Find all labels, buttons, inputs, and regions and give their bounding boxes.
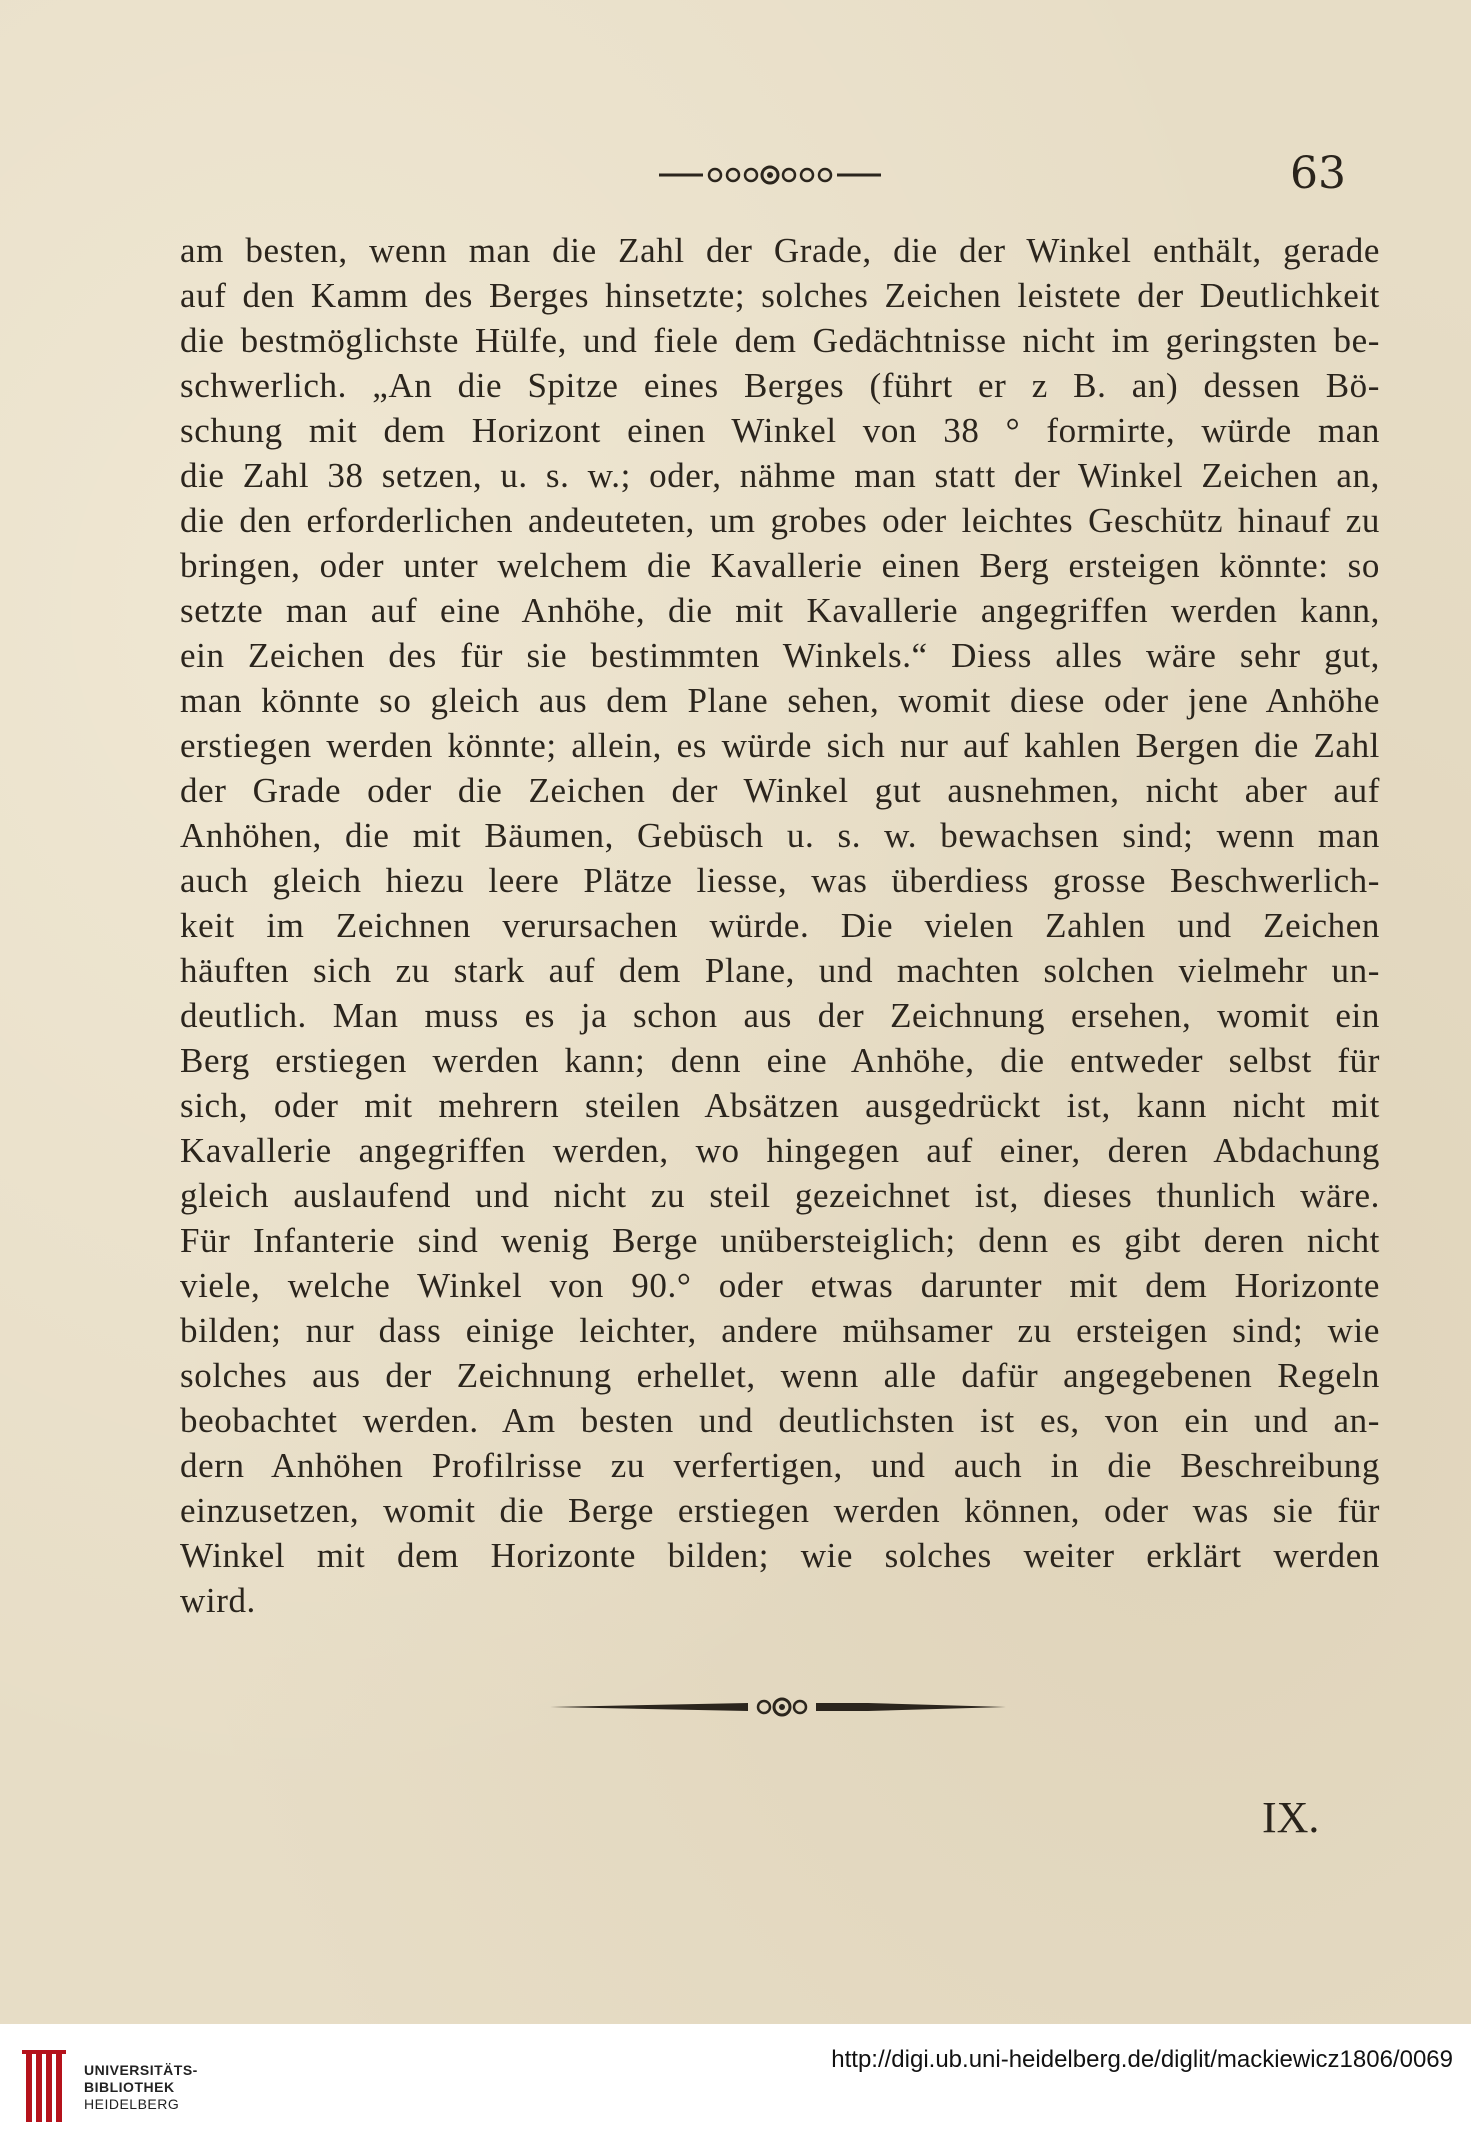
- library-name-line: BIBLIOTHEK: [84, 2079, 175, 2095]
- text-line: setzte man auf eine Anhöhe, die mit Kavallerie angegriffen werden kann,: [180, 591, 1380, 630]
- text-line: sich, oder mit mehrern steilen Absätzen ausgedrückt ist, kann nicht mit: [180, 1086, 1380, 1125]
- text-line: Berg erstiegen werden kann; denn eine Anhöhe, die entweder selbst für: [180, 1041, 1380, 1080]
- text-line: gleich auslaufend und nicht zu steil gezeichnet ist, dieses thunlich wäre.: [180, 1176, 1380, 1215]
- library-name-line: HEIDELBERG: [84, 2096, 180, 2112]
- text-line: wird.: [180, 1581, 256, 1620]
- text-line: bringen, oder unter welchem die Kavallerie einen Berg ersteigen könnte: so: [180, 546, 1380, 585]
- text-line: auch gleich hiezu leere Plätze liesse, was überdiess grosse Beschwerlich-: [180, 861, 1380, 900]
- text-line: am besten, wenn man die Zahl der Grade, die der Winkel enthält, gerade: [180, 231, 1380, 270]
- text-line: bilden; nur dass einige leichter, andere mühsamer zu ersteigen sind; wie: [180, 1311, 1380, 1350]
- text-line: dern Anhöhen Profilrisse zu verfertigen, und auch in die Beschreibung: [180, 1446, 1380, 1485]
- text-line: viele, welche Winkel von 90.° oder etwas darunter mit dem Horizonte: [180, 1266, 1380, 1305]
- library-name-line: UNIVERSITÄTS-: [84, 2062, 198, 2078]
- footer-bar: [0, 2024, 1471, 2151]
- text-line: die den erforderlichen andeuteten, um grobes oder leichtes Geschütz hinauf zu: [180, 501, 1380, 540]
- text-line: Kavallerie angegriffen werden, wo hingegen auf einer, deren Abdachung: [180, 1131, 1380, 1170]
- text-line: schwerlich. „An die Spitze eines Berges (führt er z B. an) dessen Bö-: [180, 366, 1380, 405]
- text-line: einzusetzen, womit die Berge erstiegen werden können, oder was sie für: [180, 1491, 1380, 1530]
- body-text: [180, 228, 1380, 1623]
- text-line: erstiegen werden könnte; allein, es würde sich nur auf kahlen Bergen die Zahl: [180, 726, 1380, 765]
- text-line: der Grade oder die Zeichen der Winkel gut ausnehmen, nicht aber auf: [180, 771, 1380, 810]
- library-logo-icon: [22, 2048, 72, 2128]
- text-line: auf den Kamm des Berges hinsetzte; solches Zeichen leistete der Deutlichkeit: [180, 276, 1380, 315]
- text-line: Winkel mit dem Horizonte bilden; wie solches weiter erklärt werden: [180, 1536, 1380, 1575]
- bottom-ornament: [548, 1696, 1008, 1718]
- text-line: ein Zeichen des für sie bestimmten Winkels.“ Diess alles wäre sehr gut,: [180, 636, 1380, 675]
- text-line: man könnte so gleich aus dem Plane sehen, womit diese oder jene Anhöhe: [180, 681, 1380, 720]
- page-number: 63: [1290, 148, 1346, 199]
- text-line: die bestmöglichste Hülfe, und fiele dem Gedächtnisse nicht im geringsten be-: [180, 321, 1380, 360]
- top-ornament: [655, 164, 885, 186]
- source-url[interactable]: http://digi.ub.uni-heidelberg.de/diglit/mackiewicz1806/0069: [831, 2046, 1453, 2073]
- library-name: [84, 2062, 198, 2113]
- text-line: solches aus der Zeichnung erhellet, wenn alle dafür angegebenen Regeln: [180, 1356, 1380, 1395]
- text-line: Für Infanterie sind wenig Berge unübersteiglich; denn es gibt deren nicht: [180, 1221, 1380, 1260]
- text-line: keit im Zeichnen verursachen würde. Die vielen Zahlen und Zeichen: [180, 906, 1380, 945]
- text-line: schung mit dem Horizont einen Winkel von 38 ° formirte, würde man: [180, 411, 1380, 450]
- catchword: IX.: [1262, 1793, 1320, 1842]
- text-line: beobachtet werden. Am besten und deutlichsten ist es, von ein und an-: [180, 1401, 1380, 1440]
- text-line: die Zahl 38 setzen, u. s. w.; oder, nähme man statt der Winkel Zeichen an,: [180, 456, 1380, 495]
- text-line: deutlich. Man muss es ja schon aus der Zeichnung ersehen, womit ein: [180, 996, 1380, 1035]
- text-line: häuften sich zu stark auf dem Plane, und machten solchen vielmehr un-: [180, 951, 1380, 990]
- text-line: Anhöhen, die mit Bäumen, Gebüsch u. s. w. bewachsen sind; wenn man: [180, 816, 1380, 855]
